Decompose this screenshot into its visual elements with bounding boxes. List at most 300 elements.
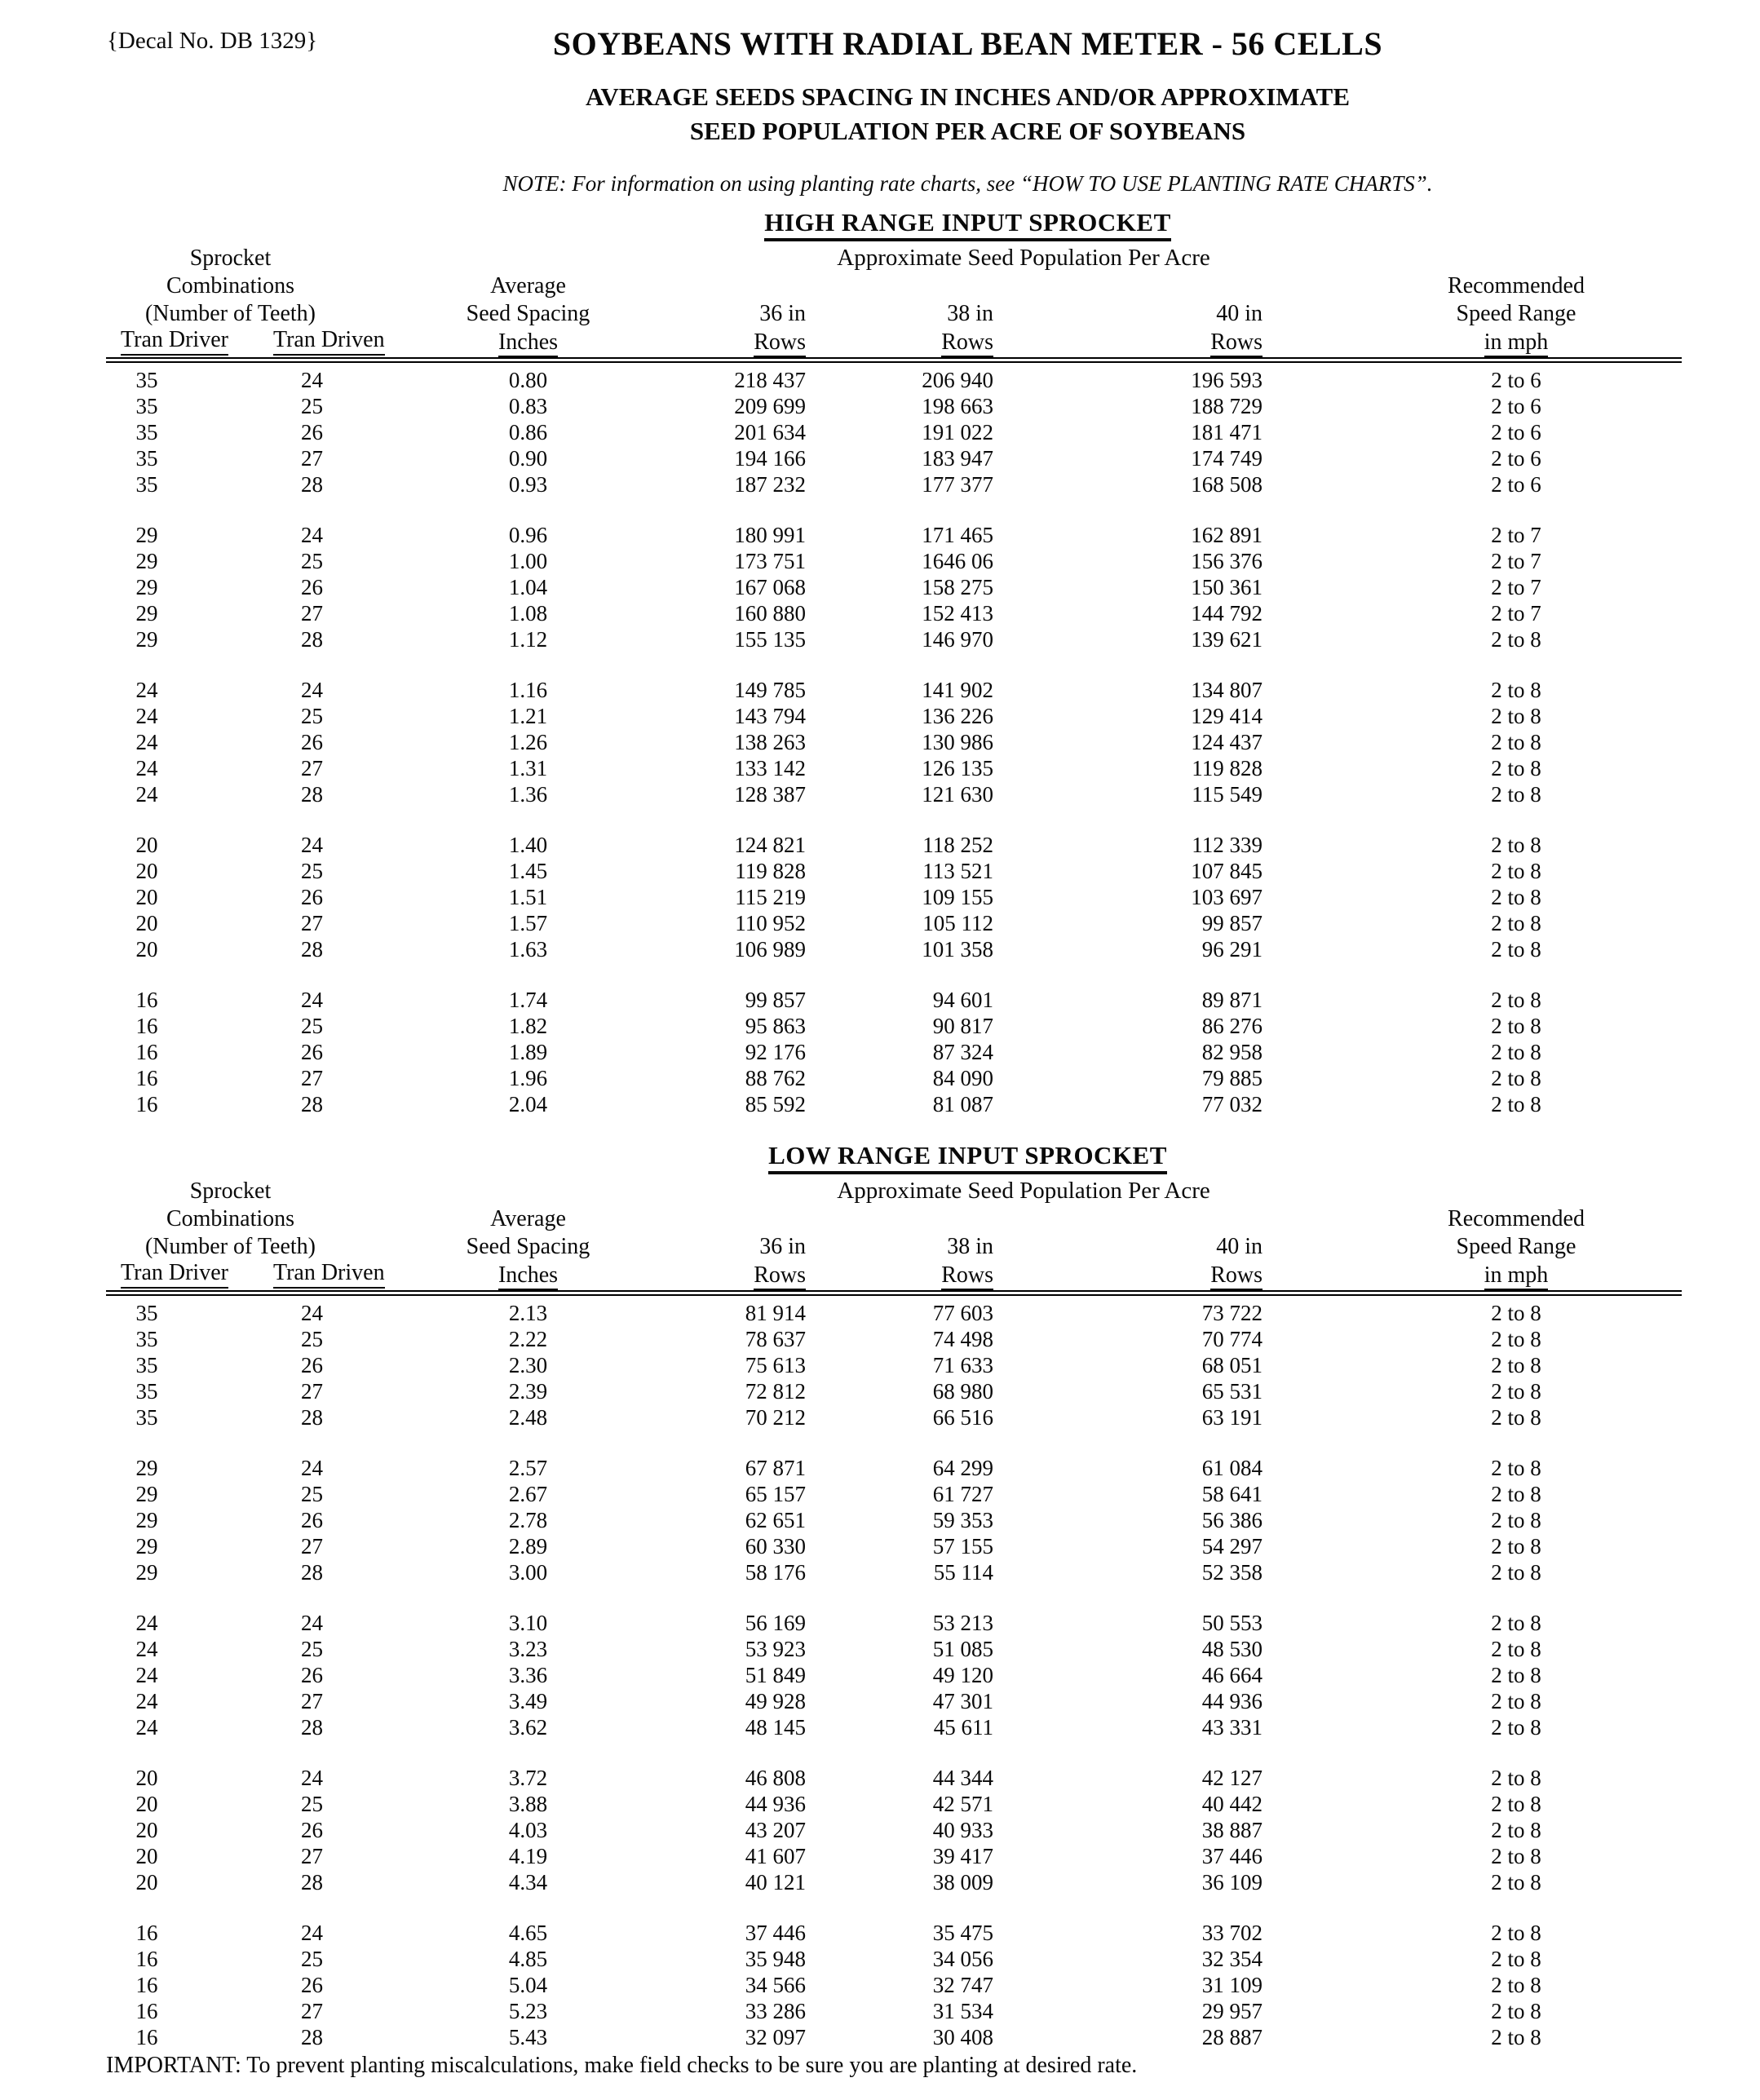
cell-population-40in: 50 553 xyxy=(1201,1611,1263,1635)
cell-population-36in: 49 928 xyxy=(745,1689,806,1713)
cell-tran-driven: 25 xyxy=(301,859,323,883)
cell-tran-driven: 24 xyxy=(301,523,323,547)
cell-population-36in: 160 880 xyxy=(734,601,806,626)
table-row xyxy=(65,1456,1760,1482)
table-row xyxy=(65,756,1760,782)
rows-label-40: Rows xyxy=(1003,329,1272,356)
cell-population-36in: 173 751 xyxy=(734,549,806,573)
cell-seed-spacing-inches: 1.96 xyxy=(508,1066,548,1090)
cell-tran-driven: 28 xyxy=(301,1092,323,1116)
cell-population-36in: 34 566 xyxy=(745,1973,806,1997)
cell-tran-driver: 24 xyxy=(135,678,158,702)
cell-speed-range: 2 to 8 xyxy=(1491,704,1541,728)
header-row-3 xyxy=(65,1232,1760,1260)
sprocket-group xyxy=(65,523,1760,653)
cell-tran-driven: 24 xyxy=(301,678,323,702)
cell-seed-spacing-inches: 1.00 xyxy=(508,549,548,573)
cell-speed-range: 2 to 8 xyxy=(1491,678,1541,702)
cell-tran-driver: 20 xyxy=(135,937,158,962)
tran-driven-label: Tran Driven xyxy=(273,327,385,356)
cell-tran-driven: 26 xyxy=(301,1353,323,1377)
cell-speed-range: 2 to 8 xyxy=(1491,859,1541,883)
table-row xyxy=(65,678,1760,704)
cell-tran-driver: 29 xyxy=(135,1508,158,1532)
cell-population-38in: 183 947 xyxy=(922,446,993,471)
cell-seed-spacing-inches: 1.31 xyxy=(508,756,548,780)
table-row xyxy=(65,1818,1760,1844)
table-row xyxy=(65,1663,1760,1689)
cell-population-36in: 99 857 xyxy=(745,988,806,1012)
table-row xyxy=(65,1014,1760,1040)
cell-population-36in: 149 785 xyxy=(734,678,806,702)
table-row xyxy=(65,446,1760,472)
cell-population-36in: 143 794 xyxy=(734,704,806,728)
cell-tran-driven: 25 xyxy=(301,1482,323,1506)
cell-population-36in: 62 651 xyxy=(745,1508,806,1532)
cell-population-36in: 133 142 xyxy=(734,756,806,780)
cell-population-38in: 105 112 xyxy=(922,911,993,935)
cell-tran-driver: 16 xyxy=(135,1947,158,1971)
cell-population-40in: 115 549 xyxy=(1192,782,1263,807)
cell-population-40in: 46 664 xyxy=(1201,1663,1263,1687)
rows-label-36: Rows xyxy=(661,1262,816,1289)
cell-tran-driver: 16 xyxy=(135,1092,158,1116)
sprocket-group xyxy=(65,1766,1760,1896)
cell-tran-driver: 20 xyxy=(135,833,158,857)
cell-population-38in: 130 986 xyxy=(922,730,993,754)
cell-population-38in: 1646 06 xyxy=(922,549,993,573)
cell-tran-driver: 29 xyxy=(135,1534,158,1558)
table-row xyxy=(65,1766,1760,1792)
subtitle xyxy=(175,80,1760,148)
cell-population-38in: 113 521 xyxy=(922,859,993,883)
col-36in-label: 36 in xyxy=(759,301,806,326)
cell-population-40in: 134 807 xyxy=(1191,678,1263,702)
cell-seed-spacing-inches: 2.67 xyxy=(508,1482,548,1506)
cell-tran-driver: 35 xyxy=(135,1405,158,1430)
cell-population-36in: 124 821 xyxy=(734,833,806,857)
cell-tran-driven: 28 xyxy=(301,627,323,652)
table-row xyxy=(65,1353,1760,1379)
sprocket-group xyxy=(65,833,1760,963)
table-row xyxy=(65,601,1760,627)
rows-label-40: Rows xyxy=(1003,1262,1272,1289)
table-row xyxy=(65,1327,1760,1353)
cell-tran-driven: 24 xyxy=(301,1456,323,1480)
col-38in-label: 38 in xyxy=(947,1234,993,1259)
cell-speed-range: 2 to 6 xyxy=(1491,394,1541,418)
cell-tran-driven: 27 xyxy=(301,446,323,471)
cell-population-38in: 84 090 xyxy=(932,1066,993,1090)
cell-population-36in: 92 176 xyxy=(745,1040,806,1064)
cell-tran-driven: 26 xyxy=(301,1508,323,1532)
cell-population-40in: 58 641 xyxy=(1201,1482,1263,1506)
cell-tran-driver: 35 xyxy=(135,420,158,444)
cell-tran-driven: 25 xyxy=(301,1947,323,1971)
cell-seed-spacing-inches: 2.78 xyxy=(508,1508,548,1532)
cell-population-38in: 64 299 xyxy=(932,1456,993,1480)
cell-population-40in: 32 354 xyxy=(1201,1947,1263,1971)
table-row xyxy=(65,1870,1760,1896)
cell-speed-range: 2 to 8 xyxy=(1491,1663,1541,1687)
cell-speed-range: 2 to 8 xyxy=(1491,1327,1541,1351)
cell-tran-driver: 16 xyxy=(135,988,158,1012)
cell-tran-driven: 24 xyxy=(301,1766,323,1790)
cell-population-40in: 188 729 xyxy=(1191,394,1263,418)
cell-speed-range: 2 to 8 xyxy=(1491,833,1541,857)
cell-population-38in: 109 155 xyxy=(922,885,993,909)
cell-tran-driver: 24 xyxy=(135,1715,158,1740)
cell-population-38in: 101 358 xyxy=(922,937,993,962)
cell-population-38in: 66 516 xyxy=(932,1405,993,1430)
cell-population-38in: 81 087 xyxy=(932,1092,993,1116)
cell-tran-driver: 16 xyxy=(135,2025,158,2049)
cell-tran-driven: 26 xyxy=(301,420,323,444)
cell-population-38in: 31 534 xyxy=(932,1999,993,2023)
cell-speed-range: 2 to 8 xyxy=(1491,1973,1541,1997)
cell-tran-driven: 24 xyxy=(301,1611,323,1635)
cell-tran-driver: 20 xyxy=(135,1870,158,1894)
cell-population-36in: 44 936 xyxy=(745,1792,806,1816)
cell-population-36in: 209 699 xyxy=(734,394,806,418)
table-row xyxy=(65,1379,1760,1405)
sprocket-label: Sprocket xyxy=(189,245,272,271)
cell-population-40in: 31 109 xyxy=(1201,1973,1263,1997)
cell-population-38in: 152 413 xyxy=(922,601,993,626)
cell-seed-spacing-inches: 4.34 xyxy=(508,1870,548,1894)
cell-tran-driver: 20 xyxy=(135,1818,158,1842)
cell-speed-range: 2 to 6 xyxy=(1491,446,1541,471)
tran-driver-label: Tran Driver xyxy=(121,1260,228,1289)
cell-population-38in: 74 498 xyxy=(932,1327,993,1351)
cell-tran-driver: 29 xyxy=(135,523,158,547)
cell-population-38in: 61 727 xyxy=(932,1482,993,1506)
cell-speed-range: 2 to 8 xyxy=(1491,1379,1541,1404)
cell-population-38in: 146 970 xyxy=(922,627,993,652)
in-mph-label: in mph xyxy=(1272,329,1760,356)
table-row xyxy=(65,1301,1760,1327)
cell-tran-driver: 20 xyxy=(135,1844,158,1868)
cell-population-38in: 206 940 xyxy=(922,368,993,392)
cell-population-40in: 36 109 xyxy=(1201,1870,1263,1894)
rows-label-38: Rows xyxy=(816,329,1003,356)
cell-population-38in: 44 344 xyxy=(932,1766,993,1790)
cell-speed-range: 2 to 8 xyxy=(1491,885,1541,909)
cell-population-38in: 39 417 xyxy=(932,1844,993,1868)
cell-seed-spacing-inches: 2.57 xyxy=(508,1456,548,1480)
cell-speed-range: 2 to 8 xyxy=(1491,1792,1541,1816)
cell-population-40in: 119 828 xyxy=(1192,756,1263,780)
number-of-teeth-label: (Number of Teeth) xyxy=(144,301,316,326)
cell-tran-driver: 16 xyxy=(135,1999,158,2023)
document-header xyxy=(0,0,1760,67)
cell-tran-driver: 35 xyxy=(135,472,158,497)
cell-population-36in: 51 849 xyxy=(745,1663,806,1687)
cell-population-38in: 51 085 xyxy=(932,1637,993,1661)
cell-tran-driven: 27 xyxy=(301,601,323,626)
cell-population-36in: 78 637 xyxy=(745,1327,806,1351)
cell-tran-driver: 29 xyxy=(135,601,158,626)
cell-population-36in: 194 166 xyxy=(734,446,806,471)
cell-tran-driver: 16 xyxy=(135,1066,158,1090)
rows-label-38: Rows xyxy=(816,1262,1003,1289)
cell-population-40in: 70 774 xyxy=(1201,1327,1263,1351)
recommended-label: Recommended xyxy=(1448,1206,1585,1231)
cell-seed-spacing-inches: 3.23 xyxy=(508,1637,548,1661)
recommended-label: Recommended xyxy=(1448,273,1585,298)
cell-tran-driven: 27 xyxy=(301,1066,323,1090)
cell-speed-range: 2 to 7 xyxy=(1491,575,1541,599)
cell-speed-range: 2 to 6 xyxy=(1491,472,1541,497)
cell-population-36in: 41 607 xyxy=(745,1844,806,1868)
cell-tran-driver: 24 xyxy=(135,1689,158,1713)
cell-population-40in: 77 032 xyxy=(1201,1092,1263,1116)
cell-population-40in: 174 749 xyxy=(1191,446,1263,471)
cell-population-40in: 33 702 xyxy=(1201,1921,1263,1945)
cell-speed-range: 2 to 8 xyxy=(1491,1766,1541,1790)
cell-seed-spacing-inches: 2.48 xyxy=(508,1405,548,1430)
cell-seed-spacing-inches: 4.19 xyxy=(508,1844,548,1868)
cell-population-36in: 43 207 xyxy=(745,1818,806,1842)
cell-tran-driven: 27 xyxy=(301,1689,323,1713)
cell-seed-spacing-inches: 1.08 xyxy=(508,601,548,626)
table-row xyxy=(65,1947,1760,1973)
cell-speed-range: 2 to 8 xyxy=(1491,911,1541,935)
cell-seed-spacing-inches: 4.03 xyxy=(508,1818,548,1842)
cell-speed-range: 2 to 8 xyxy=(1491,1637,1541,1661)
cell-speed-range: 2 to 8 xyxy=(1491,1611,1541,1635)
cell-population-40in: 82 958 xyxy=(1201,1040,1263,1064)
cell-population-38in: 136 226 xyxy=(922,704,993,728)
cell-population-36in: 58 176 xyxy=(745,1560,806,1585)
cell-tran-driver: 29 xyxy=(135,1482,158,1506)
cell-population-40in: 96 291 xyxy=(1201,937,1263,962)
cell-tran-driven: 26 xyxy=(301,575,323,599)
table-row xyxy=(65,1689,1760,1715)
important-note: IMPORTANT: To prevent planting miscalculations, make field checks to be sure you are planting at desired rate. xyxy=(106,2053,1138,2078)
cell-tran-driven: 24 xyxy=(301,368,323,392)
cell-population-36in: 75 613 xyxy=(745,1353,806,1377)
table-row xyxy=(65,523,1760,549)
cell-tran-driven: 28 xyxy=(301,782,323,807)
col-38in-label: 38 in xyxy=(947,301,993,326)
cell-tran-driven: 28 xyxy=(301,1870,323,1894)
cell-population-40in: 99 857 xyxy=(1201,911,1263,935)
cell-population-38in: 77 603 xyxy=(932,1301,993,1325)
cell-population-36in: 180 991 xyxy=(734,523,806,547)
cell-tran-driver: 20 xyxy=(135,885,158,909)
cell-tran-driver: 29 xyxy=(135,549,158,573)
table-row xyxy=(65,1844,1760,1870)
table-row xyxy=(65,1715,1760,1741)
col-40in-label: 40 in xyxy=(1216,301,1263,326)
cell-seed-spacing-inches: 3.00 xyxy=(508,1560,548,1585)
cell-tran-driven: 27 xyxy=(301,911,323,935)
cell-tran-driver: 16 xyxy=(135,1014,158,1038)
cell-tran-driven: 27 xyxy=(301,1844,323,1868)
cell-population-38in: 57 155 xyxy=(932,1534,993,1558)
cell-seed-spacing-inches: 1.40 xyxy=(508,833,548,857)
cell-speed-range: 2 to 8 xyxy=(1491,1456,1541,1480)
cell-population-36in: 48 145 xyxy=(745,1715,806,1740)
cell-tran-driven: 24 xyxy=(301,1301,323,1325)
cell-tran-driven: 25 xyxy=(301,1637,323,1661)
header-row-2 xyxy=(65,1205,1760,1232)
decal-number: {Decal No. DB 1329} xyxy=(107,28,318,54)
page-title: SOYBEANS WITH RADIAL BEAN METER - 56 CELLS xyxy=(552,25,1383,62)
table-row xyxy=(65,937,1760,963)
cell-population-40in: 52 358 xyxy=(1201,1560,1263,1585)
cell-seed-spacing-inches: 1.21 xyxy=(508,704,548,728)
cell-population-36in: 81 914 xyxy=(745,1301,806,1325)
cell-speed-range: 2 to 8 xyxy=(1491,1405,1541,1430)
cell-population-40in: 107 845 xyxy=(1191,859,1263,883)
cell-tran-driven: 26 xyxy=(301,1973,323,1997)
header-row-1 xyxy=(65,1177,1760,1205)
cell-seed-spacing-inches: 0.86 xyxy=(508,420,548,444)
high-range-body xyxy=(65,368,1760,1118)
table-row xyxy=(65,859,1760,885)
cell-tran-driven: 26 xyxy=(301,1040,323,1064)
cell-seed-spacing-inches: 5.04 xyxy=(508,1973,548,1997)
cell-population-38in: 35 475 xyxy=(932,1921,993,1945)
usage-note: NOTE: For information on using planting rate charts, see “HOW TO USE PLANTING RATE CHARTS”. xyxy=(502,171,1433,196)
cell-population-40in: 43 331 xyxy=(1201,1715,1263,1740)
cell-speed-range: 2 to 7 xyxy=(1491,523,1541,547)
cell-speed-range: 2 to 6 xyxy=(1491,420,1541,444)
cell-population-40in: 196 593 xyxy=(1191,368,1263,392)
cell-speed-range: 2 to 8 xyxy=(1491,1014,1541,1038)
cell-seed-spacing-inches: 1.57 xyxy=(508,911,548,935)
cell-population-36in: 32 097 xyxy=(745,2025,806,2049)
header-divider-rule xyxy=(106,1290,1682,1296)
cell-tran-driven: 25 xyxy=(301,704,323,728)
cell-speed-range: 2 to 7 xyxy=(1491,549,1541,573)
cell-population-38in: 177 377 xyxy=(922,472,993,497)
cell-seed-spacing-inches: 2.13 xyxy=(508,1301,548,1325)
cell-tran-driven: 27 xyxy=(301,1379,323,1404)
cell-population-38in: 59 353 xyxy=(932,1508,993,1532)
cell-tran-driver: 20 xyxy=(135,911,158,935)
cell-population-38in: 94 601 xyxy=(932,988,993,1012)
cell-population-36in: 155 135 xyxy=(734,627,806,652)
header-row-2 xyxy=(65,272,1760,299)
cell-population-40in: 162 891 xyxy=(1191,523,1263,547)
cell-population-36in: 106 989 xyxy=(734,937,806,962)
cell-seed-spacing-inches: 2.39 xyxy=(508,1379,548,1404)
table-row xyxy=(65,704,1760,730)
table-row xyxy=(65,549,1760,575)
cell-population-36in: 37 446 xyxy=(745,1921,806,1945)
table-row xyxy=(65,1637,1760,1663)
cell-tran-driver: 24 xyxy=(135,1611,158,1635)
sprocket-group xyxy=(65,1921,1760,2051)
table-row xyxy=(65,885,1760,911)
cell-seed-spacing-inches: 1.82 xyxy=(508,1014,548,1038)
cell-speed-range: 2 to 8 xyxy=(1491,1818,1541,1842)
cell-population-36in: 70 212 xyxy=(745,1405,806,1430)
low-range-table xyxy=(65,1177,1760,2051)
high-range-table xyxy=(65,244,1760,1118)
cell-population-40in: 29 957 xyxy=(1201,1999,1263,2023)
cell-seed-spacing-inches: 2.22 xyxy=(508,1327,548,1351)
number-of-teeth-label: (Number of Teeth) xyxy=(144,1234,316,1259)
tran-driver-label: Tran Driver xyxy=(121,327,228,356)
table-row xyxy=(65,1611,1760,1637)
cell-population-36in: 128 387 xyxy=(734,782,806,807)
high-range-heading: HIGH RANGE INPUT SPROCKET xyxy=(175,208,1760,244)
cell-seed-spacing-inches: 1.51 xyxy=(508,885,548,909)
cell-seed-spacing-inches: 1.74 xyxy=(508,988,548,1012)
cell-seed-spacing-inches: 0.83 xyxy=(508,394,548,418)
table-row xyxy=(65,1973,1760,1999)
cell-tran-driven: 26 xyxy=(301,885,323,909)
cell-speed-range: 2 to 8 xyxy=(1491,1999,1541,2023)
cell-tran-driven: 28 xyxy=(301,1560,323,1585)
cell-seed-spacing-inches: 3.36 xyxy=(508,1663,548,1687)
population-span-label: Approximate Seed Population Per Acre xyxy=(837,1178,1210,1204)
header-divider-rule xyxy=(106,357,1682,363)
cell-tran-driven: 26 xyxy=(301,1818,323,1842)
cell-population-40in: 139 621 xyxy=(1191,627,1263,652)
cell-speed-range: 2 to 8 xyxy=(1491,1689,1541,1713)
cell-speed-range: 2 to 8 xyxy=(1491,730,1541,754)
sprocket-group xyxy=(65,1456,1760,1586)
rows-label-36: Rows xyxy=(661,329,816,356)
sprocket-label: Sprocket xyxy=(189,1178,272,1204)
cell-population-40in: 79 885 xyxy=(1201,1066,1263,1090)
cell-population-40in: 54 297 xyxy=(1201,1534,1263,1558)
low-range-body xyxy=(65,1301,1760,2051)
cell-population-38in: 126 135 xyxy=(922,756,993,780)
cell-seed-spacing-inches: 5.43 xyxy=(508,2025,548,2049)
cell-population-40in: 42 127 xyxy=(1201,1766,1263,1790)
cell-population-36in: 53 923 xyxy=(745,1637,806,1661)
cell-population-38in: 90 817 xyxy=(932,1014,993,1038)
cell-population-38in: 71 633 xyxy=(932,1353,993,1377)
cell-seed-spacing-inches: 3.62 xyxy=(508,1715,548,1740)
cell-speed-range: 2 to 8 xyxy=(1491,1844,1541,1868)
cell-seed-spacing-inches: 4.85 xyxy=(508,1947,548,1971)
in-mph-label: in mph xyxy=(1272,1262,1760,1289)
cell-speed-range: 2 to 8 xyxy=(1491,1353,1541,1377)
cell-tran-driven: 26 xyxy=(301,1663,323,1687)
table-row xyxy=(65,1534,1760,1560)
combinations-label: Combinations xyxy=(166,273,295,298)
cell-tran-driven: 24 xyxy=(301,1921,323,1945)
cell-tran-driver: 16 xyxy=(135,1973,158,1997)
cell-population-40in: 129 414 xyxy=(1191,704,1263,728)
cell-tran-driven: 25 xyxy=(301,394,323,418)
cell-population-38in: 34 056 xyxy=(932,1947,993,1971)
cell-tran-driver: 24 xyxy=(135,782,158,807)
cell-population-40in: 44 936 xyxy=(1201,1689,1263,1713)
cell-population-38in: 42 571 xyxy=(932,1792,993,1816)
cell-population-40in: 63 191 xyxy=(1201,1405,1263,1430)
cell-seed-spacing-inches: 2.04 xyxy=(508,1092,548,1116)
cell-speed-range: 2 to 8 xyxy=(1491,2025,1541,2049)
cell-seed-spacing-inches: 1.63 xyxy=(508,937,548,962)
cell-speed-range: 2 to 8 xyxy=(1491,1092,1541,1116)
cell-population-40in: 89 871 xyxy=(1201,988,1263,1012)
cell-population-36in: 67 871 xyxy=(745,1456,806,1480)
cell-population-38in: 158 275 xyxy=(922,575,993,599)
cell-seed-spacing-inches: 3.72 xyxy=(508,1766,548,1790)
cell-tran-driven: 25 xyxy=(301,549,323,573)
cell-population-38in: 118 252 xyxy=(922,833,993,857)
cell-speed-range: 2 to 8 xyxy=(1491,1870,1541,1894)
table-row xyxy=(65,627,1760,653)
